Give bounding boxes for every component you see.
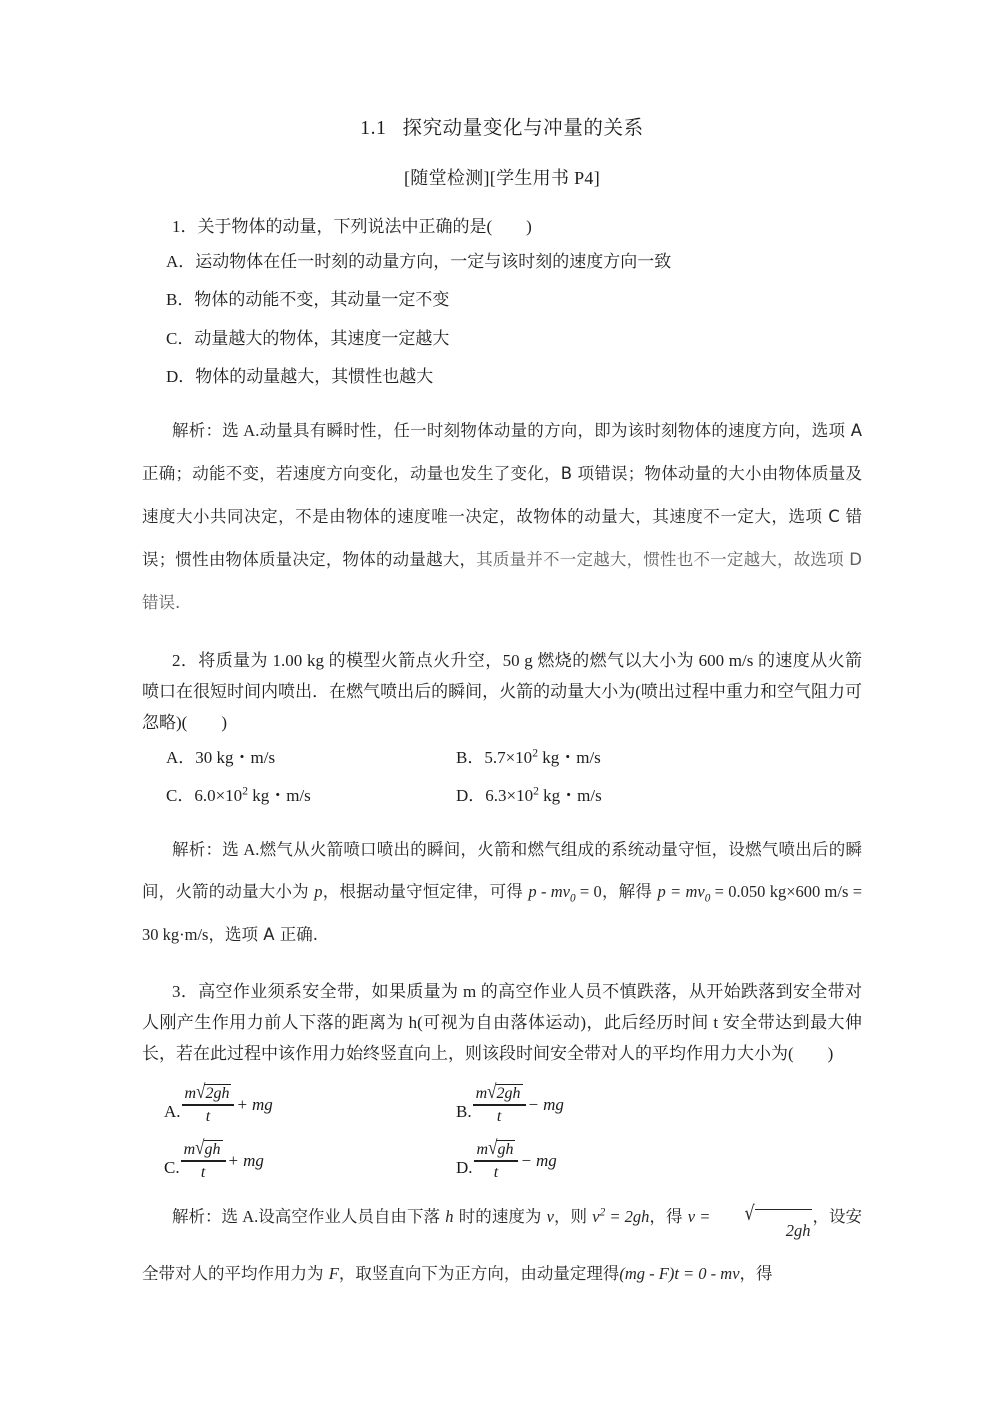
explanation-eq2-sub: 0	[704, 892, 711, 905]
option-d-denominator: t	[493, 1163, 499, 1181]
question-1-stem: 1．关于物体的动量，下列说法中正确的是( )	[172, 217, 532, 236]
option-d-fraction	[474, 1136, 519, 1182]
explanation-eq1-sub: 0	[570, 892, 576, 905]
sqrt-icon	[195, 1136, 222, 1159]
explanation-s3: ，则	[553, 1206, 593, 1226]
explanation-eq1-exponent: 2	[599, 1206, 606, 1219]
option-a-value: 30 kg・m/s	[195, 747, 276, 767]
explanation-eq1-tail: = 0	[575, 882, 602, 902]
option-b-numerator	[473, 1080, 526, 1104]
radical-sign: √	[488, 1136, 498, 1159]
explanation-s2: 时的速度为	[453, 1206, 547, 1226]
page-content	[142, 0, 862, 1296]
explanation-s4: ，得	[649, 1206, 688, 1226]
option-b-tail: mg	[543, 1094, 564, 1114]
question-1-option-a[interactable]: A．运动物体在任一时刻的动量方向，一定与该时刻的速度方向一致	[166, 252, 672, 272]
option-d-numerator	[474, 1136, 519, 1160]
option-c-denominator: t	[200, 1163, 206, 1181]
option-c-value-post: kg・m/s	[247, 786, 311, 806]
option-b-operator: −	[528, 1094, 539, 1114]
option-b-radicand: 2gh	[496, 1084, 521, 1102]
option-d-tail: mg	[536, 1150, 557, 1170]
explanation-eq3: (mg - F)t = 0 - mv	[619, 1263, 740, 1283]
explanation-var-h: h	[445, 1206, 454, 1226]
question-1-explanation	[142, 410, 862, 624]
radical-sign: √	[195, 1136, 205, 1159]
question-1-option-c[interactable]: C．动量越大的物体，其速度一定越大	[166, 328, 450, 348]
option-a-radicand: 2gh	[205, 1084, 230, 1102]
option-b-exponent: 2	[532, 746, 538, 760]
option-d-tag: D．	[456, 786, 486, 806]
question-2-options-row-2	[142, 777, 862, 815]
option-c-exponent: 2	[242, 784, 248, 798]
question-3	[142, 976, 862, 1296]
question-2-option-c[interactable]	[166, 777, 456, 815]
explanation-eq1: v	[592, 1206, 600, 1226]
sqrt-icon	[196, 1080, 231, 1103]
option-d-tag: D.	[456, 1157, 473, 1177]
question-1-option-d[interactable]: D．物体的动量越大，其惯性也越大	[166, 366, 434, 386]
question-2-explanation	[142, 829, 862, 955]
option-a-numerator	[182, 1080, 235, 1104]
option-a-mass-var: m	[184, 1084, 197, 1102]
question-2-option-b[interactable]	[456, 739, 601, 777]
page-title	[142, 112, 862, 140]
explanation-eq2-pre: v =	[687, 1206, 715, 1226]
explanation-eq1-tail: = 2gh	[605, 1206, 650, 1226]
option-b-fraction	[473, 1080, 526, 1126]
explanation-eq2: p = mv	[657, 882, 705, 902]
question-2-option-d[interactable]	[456, 777, 602, 815]
option-a-tag: A.	[164, 1101, 181, 1121]
option-a-tag: A．	[166, 747, 196, 767]
option-c-tail: mg	[243, 1150, 264, 1170]
question-3-stem: 3．高空作业须系安全带，如果质量为 m 的高空作业人员不慎跌落，从开始跌落到安全带对人刚产生作用力前人下落的距离为 h(可视为自由落体运动)，此后经历时间 t 安全带达到最大伸长，若在此过程中该作用力始终竖直向上，则该段时间安全带对人的平均作用力大小为( )	[142, 981, 862, 1064]
page-subtitle: [随堂检测][学生用书 P4]	[404, 168, 600, 188]
option-d-value-post: kg・m/s	[538, 786, 602, 806]
explanation-lead: 解析：选 A.	[172, 421, 260, 441]
question-3-explanation	[142, 1196, 862, 1296]
explanation-s6: ，取竖直向下为正方向，由动量定理得	[338, 1263, 620, 1283]
option-d-mass-var: m	[476, 1140, 489, 1158]
option-b-denominator: t	[496, 1107, 502, 1125]
option-d-exponent: 2	[533, 784, 539, 798]
explanation-s7: ，得	[739, 1263, 773, 1283]
explanation-var-v: v	[546, 1206, 554, 1226]
option-c-tag: C.	[164, 1157, 180, 1177]
option-d-operator: −	[521, 1150, 532, 1170]
explanation-s1: 设高空作业人员自由下落	[258, 1206, 446, 1226]
option-c-operator: +	[228, 1150, 239, 1170]
question-3-option-d[interactable]	[456, 1136, 748, 1182]
option-c-mass-var: m	[183, 1140, 196, 1158]
explanation-eq2-tail: = 0.050 kg×600 m/s = 30 kg·m/s	[142, 882, 863, 944]
option-b-mass-var: m	[475, 1084, 488, 1102]
option-c-numerator	[181, 1136, 226, 1160]
option-b-tag: B.	[456, 1101, 472, 1121]
option-a-tail: mg	[252, 1094, 273, 1114]
radical-sign: √	[744, 1200, 755, 1225]
option-a-operator: +	[237, 1094, 248, 1114]
explanation-s4: ，选项 A 正确.	[208, 924, 318, 944]
sqrt-icon	[488, 1136, 515, 1159]
explanation-body: 动量具有瞬时性，任一时刻物体动量的方向，即为该时刻物体的速度方向，选项 A 正确；动能不变，若速度方向变化，动量也发生了变化，B 项错误；物体动量的大小由物体质量及速度大小共同决定，不是由物体的速度唯一决定，故物体的动量大，其速度不一定大，选项 C 错误；惯性由物体质量决定，物体的动量越大，	[142, 421, 862, 569]
option-a-denominator: t	[205, 1107, 211, 1125]
option-b-value-post: kg・m/s	[537, 747, 601, 767]
question-2-options-row-1	[142, 739, 862, 777]
explanation-eq1: p - mv	[528, 882, 570, 902]
question-3-option-a[interactable]	[164, 1080, 456, 1126]
explanation-lead: 解析：选 A.	[172, 1206, 259, 1226]
question-3-option-b[interactable]	[456, 1080, 748, 1126]
question-1	[142, 210, 862, 625]
explanation-lead: 解析：选 A.	[172, 840, 260, 860]
option-d-radicand: gh	[497, 1140, 514, 1158]
explanation-s2: ，根据动量守恒定律，可得	[322, 882, 529, 902]
question-2-option-a[interactable]	[166, 739, 456, 777]
option-c-radicand: gh	[204, 1140, 221, 1158]
option-c-fraction	[181, 1136, 226, 1182]
question-3-option-c[interactable]	[164, 1136, 456, 1182]
option-b-tag: B．	[456, 747, 485, 767]
section-title: 探究动量变化与冲量的关系	[402, 118, 644, 139]
explanation-s1: 燃气从火箭喷口喷出的瞬间，火箭和燃气组成的系统动量守恒，设燃气喷出后的瞬间，火箭的动量大小为	[142, 840, 863, 902]
explanation-tail: 其质量并不一定越大，惯性也不一定越大，故选项 D 错误.	[142, 549, 863, 612]
explanation-eq2-radicand: 2gh	[755, 1209, 813, 1253]
explanation-var-p: p	[314, 882, 323, 902]
option-b-value-pre: 5.7×10	[484, 747, 533, 767]
question-2-stem: 2．将质量为 1.00 kg 的模型火箭点火升空，50 g 燃烧的燃气以大小为 600 m/s 的速度从火箭喷口在很短时间内喷出．在燃气喷出后的瞬间，火箭的动量大小为(喷出过程中重力和空气阻力可忽略)( )	[142, 650, 862, 733]
sqrt-icon	[487, 1080, 522, 1103]
option-c-value-pre: 6.0×10	[194, 786, 243, 806]
radical-sign: √	[196, 1080, 206, 1103]
section-number: 1.1	[360, 118, 387, 139]
sqrt-icon	[714, 1200, 812, 1253]
option-c-tag: C．	[166, 786, 195, 806]
explanation-s5: ，设安全带对人的平均作用力为	[142, 1206, 862, 1283]
option-a-fraction	[182, 1080, 235, 1126]
question-1-option-b[interactable]: B．物体的动能不变，其动量一定不变	[166, 290, 450, 310]
question-2	[142, 645, 862, 956]
question-3-options-row-1	[142, 1080, 862, 1126]
explanation-var-F: F	[328, 1263, 339, 1283]
explanation-s3: ，解得	[601, 882, 658, 902]
question-3-options-row-2	[142, 1136, 862, 1182]
option-d-value-pre: 6.3×10	[485, 786, 534, 806]
radical-sign: √	[487, 1080, 497, 1103]
